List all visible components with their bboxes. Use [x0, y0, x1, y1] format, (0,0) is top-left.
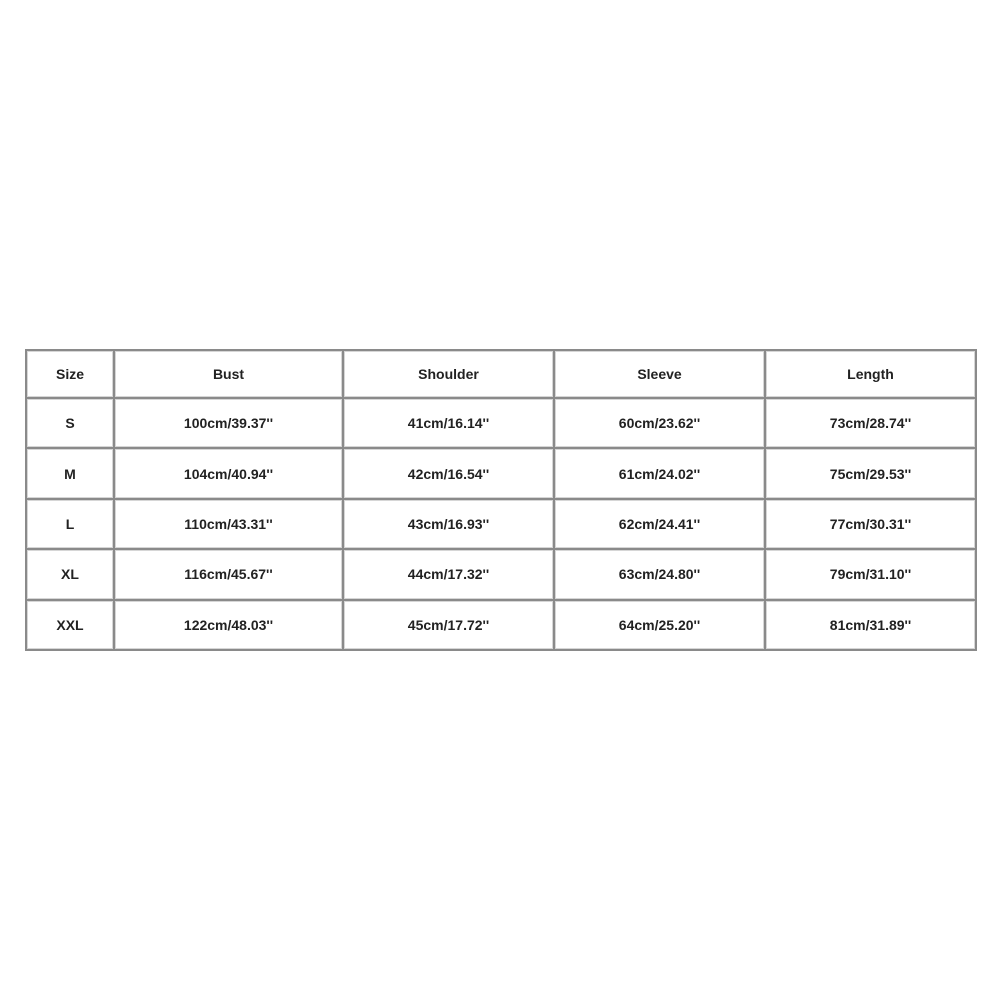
cell-shoulder: 43cm/16.93'' — [343, 499, 554, 549]
cell-shoulder: 45cm/17.72'' — [343, 600, 554, 650]
cell-length: 79cm/31.10'' — [765, 549, 976, 599]
cell-size: S — [26, 398, 114, 448]
cell-shoulder: 44cm/17.32'' — [343, 549, 554, 599]
table-row — [26, 600, 976, 650]
cell-size: L — [26, 499, 114, 549]
cell-sleeve: 60cm/23.62'' — [554, 398, 765, 448]
cell-bust: 116cm/45.67'' — [114, 549, 343, 599]
cell-bust: 110cm/43.31'' — [114, 499, 343, 549]
header-shoulder: Shoulder — [343, 350, 554, 398]
cell-bust: 100cm/39.37'' — [114, 398, 343, 448]
table-row — [26, 549, 976, 599]
table-row — [26, 499, 976, 549]
cell-bust: 104cm/40.94'' — [114, 448, 343, 498]
header-size: Size — [26, 350, 114, 398]
table-header-row — [26, 350, 976, 398]
cell-shoulder: 42cm/16.54'' — [343, 448, 554, 498]
cell-sleeve: 61cm/24.02'' — [554, 448, 765, 498]
size-chart-table — [25, 349, 977, 651]
cell-size: XL — [26, 549, 114, 599]
cell-length: 77cm/30.31'' — [765, 499, 976, 549]
cell-sleeve: 63cm/24.80'' — [554, 549, 765, 599]
header-bust: Bust — [114, 350, 343, 398]
header-length: Length — [765, 350, 976, 398]
cell-length: 81cm/31.89'' — [765, 600, 976, 650]
cell-sleeve: 64cm/25.20'' — [554, 600, 765, 650]
table-row — [26, 448, 976, 498]
cell-bust: 122cm/48.03'' — [114, 600, 343, 650]
cell-shoulder: 41cm/16.14'' — [343, 398, 554, 448]
cell-sleeve: 62cm/24.41'' — [554, 499, 765, 549]
cell-length: 73cm/28.74'' — [765, 398, 976, 448]
header-sleeve: Sleeve — [554, 350, 765, 398]
table-row — [26, 398, 976, 448]
cell-size: XXL — [26, 600, 114, 650]
cell-length: 75cm/29.53'' — [765, 448, 976, 498]
cell-size: M — [26, 448, 114, 498]
